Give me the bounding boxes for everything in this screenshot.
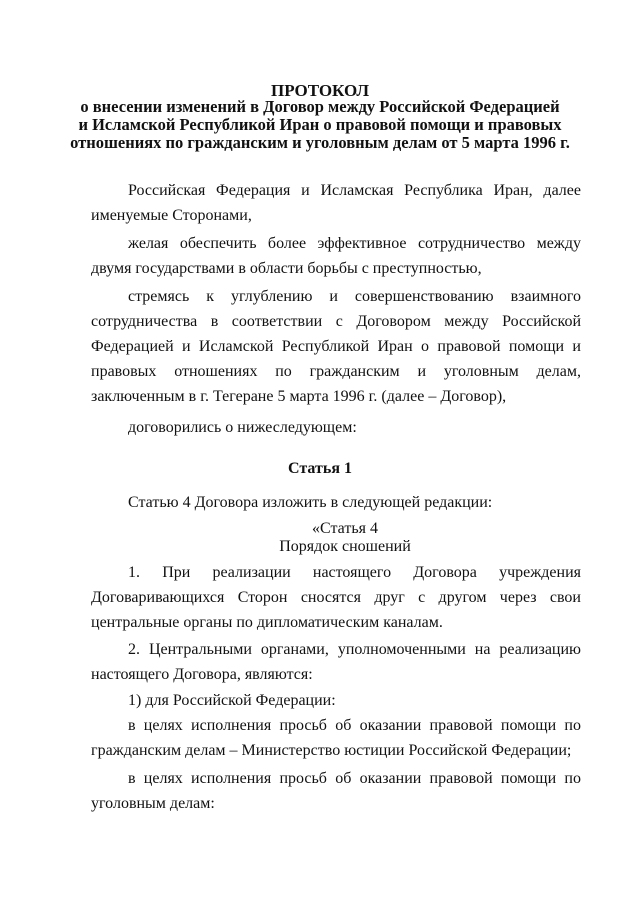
preamble-paragraph-cooperation: желая обеспечить более эффективное сотрудничество между двумя государствами в области борьбы с преступностью,	[91, 235, 581, 277]
document-subtitle-line-2: и Исламской Республикой Иран о правовой помощи и правовых	[78, 115, 562, 134]
article-4-subitem-1: 1) для Российской Федерации:	[128, 692, 336, 709]
document-title: ПРОТОКОЛ	[270, 81, 369, 100]
quoted-article-4-subheading: Порядок сношений	[279, 538, 411, 555]
preamble-paragraph-parties: Российская Федерация и Исламская Республика Иран, далее именуемые Сторонами,	[91, 182, 581, 224]
article-1-heading: Статья 1	[288, 460, 352, 477]
article-4-subitem-civil: в целях исполнения просьб об оказании правовой помощи по гражданским делам – Министерство юстиции Российской Федерации;	[91, 717, 581, 759]
document-subtitle-line-1: о внесении изменений в Договор между Российской Федерацией	[80, 97, 560, 116]
article-4-item-2: 2. Центральными органами, уполномоченными на реализацию настоящего Договора, являются:	[91, 641, 581, 683]
document-subtitle-line-3: отношениях по гражданским и уголовным делам от 5 марта 1996 г.	[70, 133, 570, 152]
preamble-paragraph-treaty: стремясь к углублению и совершенствованию взаимного сотрудничества в соответствии с Договором между Российской Федерацией и Исламской Республикой Иран о правовой помощи и правовых отношениях по гражданским и уголовным делам, заключенным в г. Тегеране 5 марта 1996 г. (далее – Договор),	[91, 288, 581, 405]
quoted-article-4-heading: «Статья 4	[312, 520, 378, 537]
article-4-item-1: 1. При реализации настоящего Договора учреждения Договаривающихся Сторон сносятся друг с другом через свои центральные органы по дипломатическим каналам.	[91, 564, 581, 631]
article-4-subitem-criminal: в целях исполнения просьб об оказании правовой помощи по уголовным делам:	[91, 770, 581, 812]
preamble-paragraph-agreed: договорились о нижеследующем:	[128, 419, 357, 436]
article-1-intro: Статью 4 Договора изложить в следующей редакции:	[128, 494, 493, 511]
